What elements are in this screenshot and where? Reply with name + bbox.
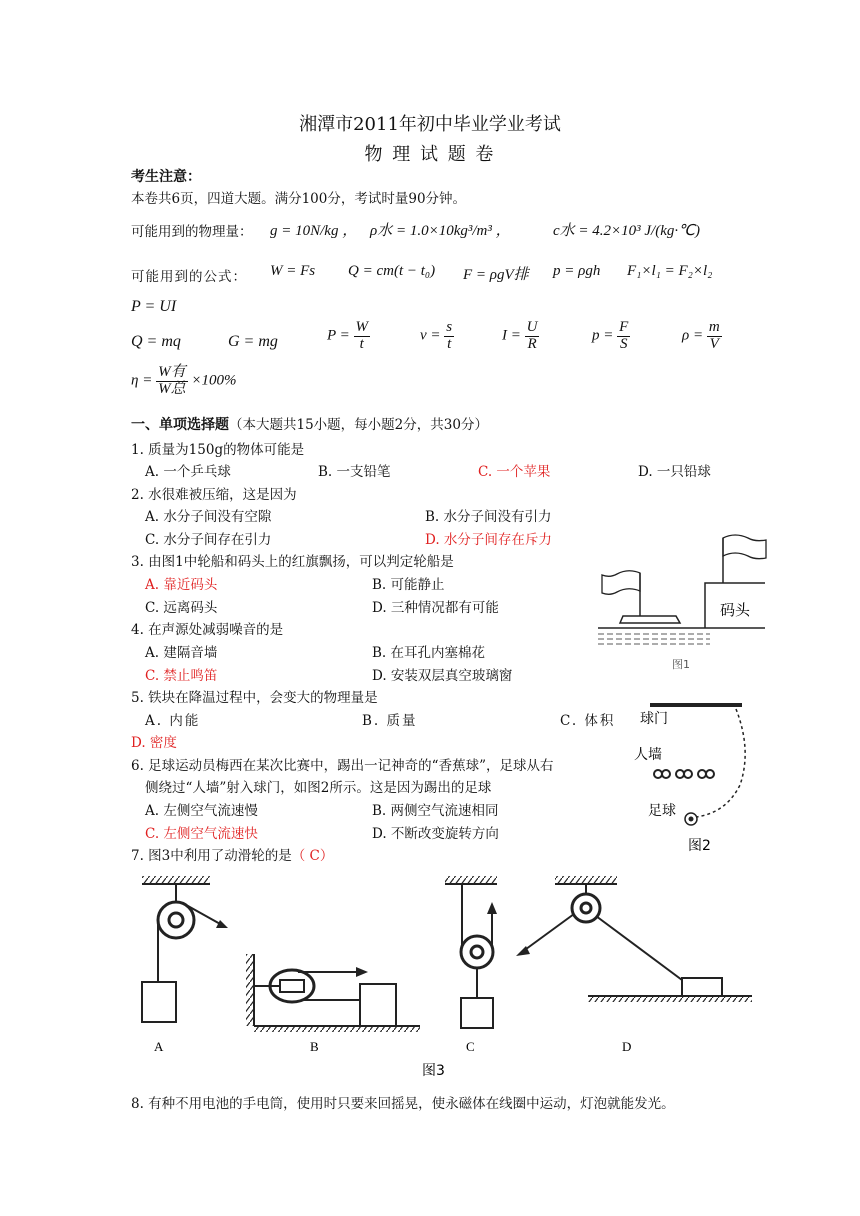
figure-1-label: 图1 <box>672 658 690 671</box>
question-6-option-c: C. 左侧空气流速快 <box>145 826 258 842</box>
exam-title: 湘潭市2011年初中毕业学业考试 <box>299 114 561 135</box>
formula-heat: Q = cm(t − t₀) <box>348 263 436 279</box>
question-4-stem: 4. 在声源处减弱噪音的是 <box>131 622 284 638</box>
question-4-option-d: D. 安装双层真空玻璃窗 <box>372 668 513 684</box>
quantity-g: g = 10N/kg ， <box>270 223 358 239</box>
question-3-option-d: D. 三种情况都有可能 <box>372 600 499 616</box>
question-4-option-b: B. 在耳孔内塞棉花 <box>372 645 486 661</box>
figure-2-label: 图2 <box>688 838 711 854</box>
question-4-option-c: C. 禁止鸣笛 <box>145 668 218 684</box>
formula-lever: F₁×l₁ = F₂×l₂ <box>627 263 713 279</box>
figure-3-label-a: A <box>154 1039 164 1054</box>
figure-1-ship-dock <box>590 528 775 678</box>
quantity-water-density: ρ水 = 1.0×10kg³/m³ ， <box>370 223 511 239</box>
ball-path <box>696 709 745 817</box>
figure-2-wall-label: 人墙 <box>634 747 662 763</box>
formula-power: P = $\frac{W}{t}$ <box>327 319 369 352</box>
question-5-option-a: A. 内能 <box>145 713 201 729</box>
figure-3-label-b: B <box>310 1039 319 1054</box>
figure-3-label-c: C <box>466 1039 475 1054</box>
pulley-d <box>516 876 752 1002</box>
figure-3-pulleys <box>130 870 760 1080</box>
question-1-stem: 1. 质量为150g的物体可能是 <box>131 442 305 458</box>
quantities-label: 可能用到的物理量： <box>131 224 253 240</box>
question-5-stem: 5. 铁块在降温过程中，会变大的物理量是 <box>131 690 378 706</box>
figure-2-ball-label: 足球 <box>648 803 676 819</box>
question-6-option-b: B. 两侧空气流速相同 <box>372 803 499 819</box>
pulley-b <box>246 954 420 1032</box>
figure-2-banana-kick <box>630 695 750 860</box>
goal-bar <box>650 703 742 707</box>
question-3-option-b: B. 可能静止 <box>372 577 445 593</box>
question-1-option-b: B. 一支铅笔 <box>318 464 391 480</box>
figure-3-label-d: D <box>622 1039 632 1054</box>
pulley-c <box>445 876 497 1028</box>
figure-1-dock-label: 码头 <box>720 601 751 619</box>
formula-power-electric: P = UI <box>131 298 177 315</box>
question-8-stem: 8. 有种不用电池的手电筒，使用时只要来回摇晃，使永磁体在线圈中运动，灯泡就能发光。 <box>131 1096 675 1112</box>
question-5-option-d: D. 密度 <box>131 735 177 751</box>
question-3-option-c: C. 远离码头 <box>145 600 218 616</box>
figure-2-goal-label: 球门 <box>640 711 668 727</box>
question-6-stem-line2: 侧绕过“人墙”射入球门，如图2所示。这是因为踢出的足球 <box>145 780 492 796</box>
formula-gravity: G = mg <box>228 333 278 350</box>
question-6-option-d: D. 不断改变旋转方向 <box>372 826 499 842</box>
question-5-option-b: B. 质量 <box>362 713 418 729</box>
question-7-stem: 7. 图3中利用了动滑轮的是（ C） <box>131 848 334 864</box>
formula-efficiency: η = $\frac{\text{W有}}{\text{W总}}$ ×100% <box>131 364 237 397</box>
formula-density: ρ = $\frac{m}{V}$ <box>682 319 720 352</box>
question-1-option-a: A. 一个乒乓球 <box>145 464 231 480</box>
question-4-option-a: A. 建隔音墙 <box>145 645 218 661</box>
question-6-option-a: A. 左侧空气流速慢 <box>145 803 258 819</box>
question-5-option-c: C. 体积 <box>560 713 616 729</box>
question-2-option-c: C. 水分子间存在引力 <box>145 532 272 548</box>
pulley-a <box>142 876 228 1022</box>
question-3-option-a: A. 靠近码头 <box>145 577 218 593</box>
formula-pressure-liquid: p = ρgh <box>553 263 601 279</box>
formula-speed: v = $\frac{s}{t}$ <box>420 319 453 352</box>
exam-subtitle: 物 理 试 题 卷 <box>364 144 496 165</box>
figure-3-label: 图3 <box>422 1063 445 1079</box>
question-1-option-d: D. 一只铅球 <box>638 464 711 480</box>
question-2-option-b: B. 水分子间没有引力 <box>425 509 552 525</box>
question-6-stem-line1: 6. 足球运动员梅西在某次比赛中，踢出一记神奇的“香蕉球”，足球从右 <box>131 758 554 774</box>
formula-current: I = $\frac{U}{R}$ <box>502 319 538 352</box>
question-2-stem: 2. 水很难被压缩，这是因为 <box>131 487 297 503</box>
section-heading: 一、单项选择题（本大题共15小题，每小题2分，共30分） <box>131 417 488 433</box>
human-wall <box>654 770 714 778</box>
quantity-water-heat: c水 = 4.2×10³ J/(kg·℃) <box>553 223 700 239</box>
notice-line: 本卷共6页，四道大题。满分100分，考试时量90分钟。 <box>131 191 467 207</box>
question-1-option-c: C. 一个苹果 <box>478 464 551 480</box>
question-3-stem: 3. 由图1中轮船和码头上的红旗飘扬，可以判定轮船是 <box>131 554 454 570</box>
formula-pressure: p = $\frac{F}{S}$ <box>592 319 629 352</box>
formula-buoyancy: F = ρgV排 <box>463 267 529 283</box>
formula-fuel-heat: Q = mq <box>131 333 181 350</box>
notice-heading: 考生注意： <box>131 169 201 185</box>
formulas-label: 可能用到的公式： <box>131 269 247 285</box>
question-2-option-d: D. 水分子间存在斥力 <box>425 532 552 548</box>
formula-work: W = Fs <box>270 263 316 279</box>
question-2-option-a: A. 水分子间没有空隙 <box>145 509 272 525</box>
